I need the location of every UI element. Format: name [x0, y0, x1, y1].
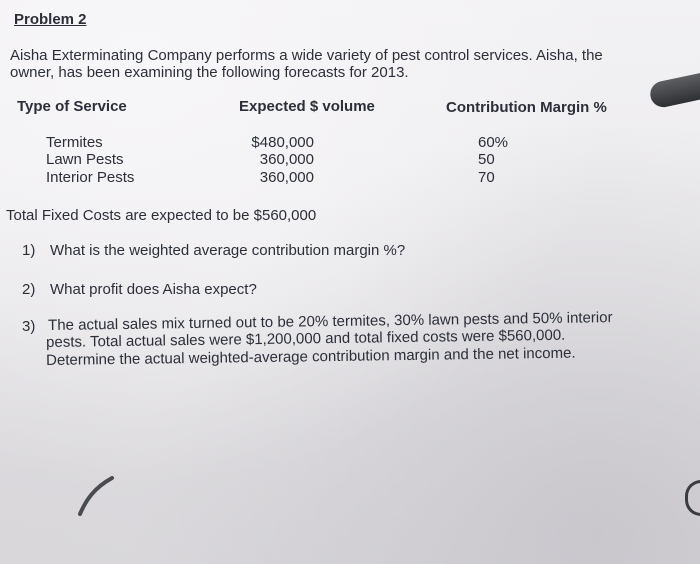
question-3-number: 3): [22, 318, 36, 335]
marker-cap-shape: [685, 480, 700, 516]
row-interior-pests-margin: 70: [478, 169, 495, 186]
problem-intro: [10, 47, 640, 81]
header-expected-volume: Expected $ volume: [239, 98, 375, 115]
header-contribution-margin: Contribution Margin %: [446, 99, 607, 116]
header-type-of-service: Type of Service: [17, 98, 127, 115]
row-lawn-pests-margin: 50: [478, 151, 495, 168]
row-termites-volume: $480,000: [251, 134, 314, 151]
pen-stroke-mark: [72, 470, 132, 520]
row-lawn-pests-volume: 360,000: [259, 151, 314, 168]
row-lawn-pests-service: Lawn Pests: [46, 151, 124, 168]
row-interior-pests-volume: 360,000: [259, 169, 314, 186]
question-1-text: What is the weighted average contribution margin %?: [50, 242, 406, 259]
marker-pen-shape: [648, 72, 700, 109]
question-3-line-2: pests. Total actual sales were $1,200,000 and total fixed costs were $560,000.: [46, 326, 566, 351]
question-3-line-3: Determine the actual weighted-average contribution margin and the net income.: [46, 344, 576, 369]
question-1-number: 1): [22, 242, 36, 259]
question-2-number: 2): [22, 281, 36, 298]
intro-line-1: Aisha Exterminating Company performs a wide variety of pest control services. Aisha, the: [10, 47, 603, 64]
question-2-text: What profit does Aisha expect?: [50, 281, 257, 298]
row-interior-pests-service: Interior Pests: [46, 169, 135, 186]
row-termites-service: Termites: [46, 134, 103, 151]
problem-title: Problem 2: [14, 11, 87, 28]
fixed-costs-statement: Total Fixed Costs are expected to be $560,000: [6, 207, 317, 224]
intro-line-2: owner, has been examining the following forecasts for 2013.: [10, 64, 409, 81]
question-3-line-1: The actual sales mix turned out to be 20% termites, 30% lawn pests and 50% interior: [48, 309, 613, 334]
row-termites-margin: 60%: [478, 134, 509, 151]
